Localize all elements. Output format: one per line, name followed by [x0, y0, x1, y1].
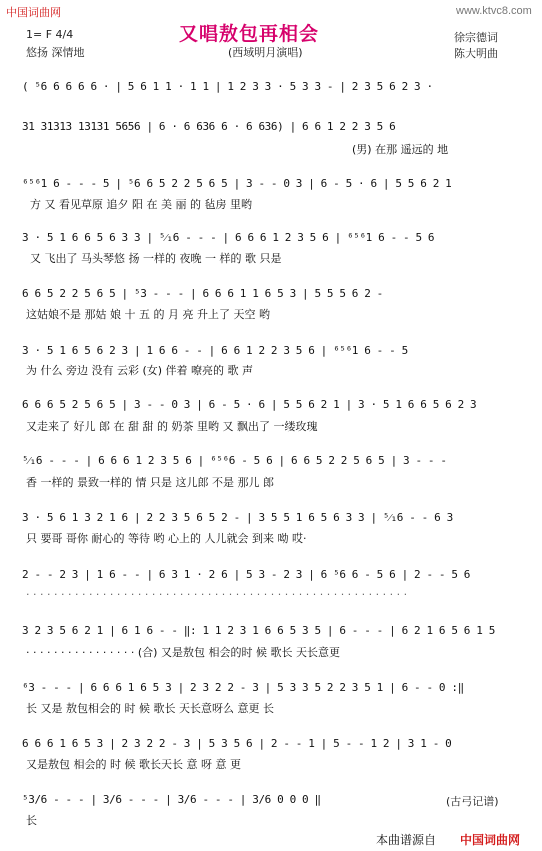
notation-line: ⁵⁄₁6 - - - | 6 6 6 1 2 3 5 6 | ⁶⁵⁶6 - 5 6 | 6 6 5 2 2 5 6 5 | 3 - - - — [22, 454, 447, 467]
notation-line: 3 2 3 5 6 2 1 | 6 1 6 - - ‖: 1 1 2 3 1 6 6 5 3 5 | 6 - - - | 6 2 1 6 5 6 1 5 — [22, 624, 495, 637]
key-signature: 1= F 4/4 — [26, 28, 74, 41]
notation-line: 3 · 5 1 6 6 5 6 3 3 | ⁵⁄₁6 - - - | 6 6 6 1 2 3 5 6 | ⁶⁵⁶1 6 - - 5 6 — [22, 231, 435, 244]
lyric-line: 长 — [26, 814, 37, 827]
notation-line: 3 · 5 1 6 5 6 2 3 | 1 6 6 - - | 6 6 1 2 2 3 5 6 | ⁶⁵⁶1 6 - - 5 — [22, 344, 408, 357]
performer-subtitle: (西域明月演唱) — [228, 46, 303, 59]
notation-line: ⁵3/6 - - - | 3/6 - - - | 3/6 - - - | 3/6 0 0 0 ‖ — [22, 793, 321, 806]
notation-line: 6 6 6 5 2 5 6 5 | 3 - - 0 3 | 6 - 5 · 6 | 5 5 6 2 1 | 3 · 5 1 6 6 5 6 2 3 — [22, 398, 477, 411]
lyric-line: · · · · · · · · · · · · · · · · (合) 又是敖包 相会的时 候 歌长 天长意更 — [26, 646, 340, 659]
composer-credit: 陈大明曲 — [454, 47, 498, 60]
lyric-line: 香 一样的 景致一样的 情 只是 这儿郎 不是 那儿 郎 — [26, 476, 274, 489]
dotted-lyric-line: · · · · · · · · · · · · · · · · · · · · · · · · · · · · · · · · · · · · · · · · · · · · · · · · · · · · · · · — [26, 588, 408, 601]
footer-source-label: 本曲谱源自 — [376, 833, 437, 847]
lyric-line: 方 又 看见草原 追夕 阳 在 美 丽 的 毡房 里哟 — [30, 198, 252, 211]
notation-line: 31 31313 13131 5656 | 6 · 6 636 6 · 6 636) | 6 6 1 2 2 3 5 6 — [22, 120, 396, 133]
lyric-line: (男) 在那 遥远的 地 — [352, 143, 449, 156]
notation-line: ⁶⁵⁶1 6 - - - 5 | ⁵6 6 5 2 2 5 6 5 | 3 - - 0 3 | 6 - 5 · 6 | 5 5 6 2 1 — [22, 177, 452, 190]
lyric-line: 又是敖包 相会的 时 候 歌长天长 意 呀 意 更 — [26, 758, 241, 771]
lyric-line: 这姑娘不是 那姑 娘 十 五 的 月 亮 升上了 天空 哟 — [26, 308, 270, 321]
notation-line: ( ⁵6 6 6 6 6 · | 5 6 1 1 · 1 1 | 1 2 3 3 · 5 3 3 - | 2 3 5 6 2 3 · — [22, 80, 433, 93]
lyric-line: 长 又是 敖包相会的 时 候 歌长 天长意呀么 意更 长 — [26, 702, 274, 715]
lyric-line: 只 要哥 哥你 耐心的 等待 哟 心上的 人儿就会 到来 呦 哎· — [26, 532, 307, 545]
lyric-line: 又 飞出了 马头琴悠 扬 一样的 夜晚 一 样的 歌 只是 — [30, 252, 282, 265]
notation-line: 6 6 5 2 2 5 6 5 | ⁵3 - - - | 6 6 6 1 1 6 5 3 | 5 5 5 6 2 - — [22, 287, 383, 300]
lyric-line: 又走来了 好儿 郎 在 甜 甜 的 奶茶 里哟 又 飘出了 一缕玫瑰 — [26, 420, 318, 433]
watermark-left: 中国词曲网 — [6, 6, 61, 19]
watermark-url: www.ktvc8.com — [456, 5, 532, 17]
notation-line: 6 6 6 1 6 5 3 | 2 3 2 2 - 3 | 5 3 5 6 | 2 - - 1 | 5 - - 1 2 | 3 1 - 0 — [22, 737, 452, 750]
notation-line: 2 - - 2 3 | 1 6 - - | 6 3 1 · 2 6 | 5 3 - 2 3 | 6 ⁵6 6 - 5 6 | 2 - - 5 6 — [22, 568, 471, 581]
song-title: 又唱敖包再相会 — [179, 23, 320, 45]
lyric-line: 为 什么 旁边 没有 云彩 (女) 伴着 嘹亮的 歌 声 — [26, 364, 254, 377]
notation-line: 3 · 5 6 1 3 2 1 6 | 2 2 3 5 6 5 2 - | 3 5 5 1 6 5 6 3 3 | ⁵⁄₁6 - - 6 3 — [22, 511, 453, 524]
transcriber-credit: (古弓记谱) — [446, 795, 499, 808]
lyricist-credit: 徐宗德词 — [454, 31, 498, 44]
tempo-marking: 悠扬 深情地 — [26, 46, 85, 59]
notation-line: ⁶3 - - - | 6 6 6 1 6 5 3 | 2 3 2 2 - 3 | 5 3 3 5 2 2 3 5 1 | 6 - - 0 :‖ — [22, 681, 464, 694]
footer-site-link[interactable]: 中国词曲网 — [460, 833, 521, 847]
